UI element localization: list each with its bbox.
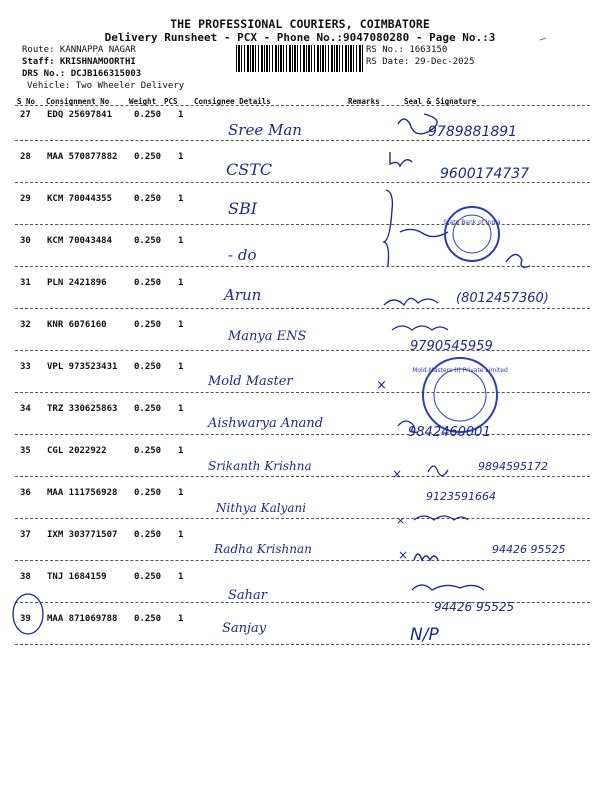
col-remarks: Remarks [348,97,380,106]
row-pcs: 1 [178,320,184,330]
hw-seal-37: 94426 95525 [492,543,566,556]
hw-consignee-39: Sanjay [222,621,267,636]
mold-masters-stamp [412,358,508,432]
row-sno: 27 [20,110,31,120]
signature-31 [384,298,438,305]
row-consignment-no: EDQ 25697841 [47,110,113,120]
row-weight: 0.250 [134,236,162,246]
row-pcs: 1 [178,446,184,456]
col-seal: Seal & Signature [404,97,477,106]
company-title: THE PROFESSIONAL COURIERS, COIMBATORE [170,17,430,31]
row-divider [15,518,590,519]
col-pcs: PCS [164,97,178,106]
hw-consignee-30: - do [228,246,257,264]
signature-28 [390,152,412,166]
signature-29-30 [400,229,448,236]
row-pcs: 1 [178,236,184,246]
row-sno: 31 [20,278,31,288]
row-divider [15,308,590,309]
row-pcs: 1 [178,404,184,414]
row-divider [15,644,590,645]
hw-consignee-28: CSTC [226,160,273,179]
sbi-stamp [443,207,501,261]
row-weight: 0.250 [134,278,162,288]
mold-stamp-text: Mold-Masters (I) Private Limited [412,367,508,374]
row-sno: 34 [20,404,31,414]
hw-consignee-32: Manya ENS [228,329,307,344]
row-pcs: 1 [178,614,184,624]
col-consignment: Consignment No [46,97,110,106]
cross-mark-36: × [396,514,406,527]
row-divider [15,476,590,477]
hw-seal-39: N/P [410,625,439,645]
cross-mark-35: × [392,467,403,481]
row-pcs: 1 [178,110,184,120]
hw-seal-36: 9123591664 [426,490,496,503]
col-sno: S No [17,97,36,106]
hw-seal-27: 9789881891 [428,124,518,140]
hw-consignee-27: Sree Man [228,121,302,139]
hw-consignee-34: Aishwarya Anand [208,416,324,431]
hw-consignee-33: Mold Master [208,374,293,389]
col-weight: Weight [129,97,157,106]
brace-mark [384,190,392,266]
row-weight: 0.250 [134,614,162,624]
route-label: Route: KANNAPPA NAGAR [22,45,136,55]
cross-mark-37: × [398,548,409,562]
hw-consignee-38: Sahar [228,588,267,603]
hw-seal-34: 9842460001 [408,425,491,440]
hw-seal-32: 9790545959 [410,339,493,354]
row-sno: 35 [20,446,31,456]
hw-consignee-35: Srikanth Krishna [208,459,312,473]
row-consignment-no: KCM 70044355 [47,194,113,204]
row-sno: 36 [20,488,31,498]
row-consignment-no: MAA 570877882 [47,152,118,162]
row-sno: 32 [20,320,31,330]
hw-seal-35: 9894595172 [478,460,548,473]
row-divider [15,350,590,351]
hw-seal-28: 9600174737 [440,166,530,182]
signature-32 [392,326,448,330]
row-consignment-no: TRZ 330625863 [47,404,118,414]
row-sno: 29 [20,194,31,204]
row-weight: 0.250 [134,404,162,414]
barcode-image [236,45,364,72]
row-consignment-no: MAA 111756928 [47,488,118,498]
row-sno: 28 [20,152,31,162]
row-pcs: 1 [178,572,184,582]
hw-consignee-37: Radha Krishnan [214,542,312,556]
row-sno: 38 [20,572,31,582]
rs-number: RS No.: 1663150 [366,45,448,55]
staff-label: Staff: KRISHNAMOORTHI [22,57,136,67]
row-weight: 0.250 [134,572,162,582]
row-sno: 37 [20,530,31,540]
row-divider [15,266,590,267]
row-consignment-no: IXM 303771507 [47,530,118,540]
row-pcs: 1 [178,362,184,372]
row-consignment-no: CGL 2022922 [47,446,107,456]
hw-consignee-29: SBI [228,199,258,218]
row-divider [15,392,590,393]
row-weight: 0.250 [134,110,162,120]
signature-34 [398,421,418,432]
row-divider [15,224,590,225]
row-divider [15,560,590,561]
row-divider [15,182,590,183]
row-divider [15,140,590,141]
row-pcs: 1 [178,194,184,204]
row-divider [15,434,590,435]
signature-27 [398,114,437,134]
rs-date: RS Date: 29-Dec-2025 [366,57,475,67]
row-weight: 0.250 [134,488,162,498]
header-rule [15,105,590,106]
row-sno: 30 [20,236,31,246]
row-pcs: 1 [178,152,184,162]
row-consignment-no: KCM 70043484 [47,236,113,246]
row-pcs: 1 [178,530,184,540]
hw-consignee-36: Nithya Kalyani [216,501,307,515]
row-pcs: 1 [178,488,184,498]
row-weight: 0.250 [134,446,162,456]
signature-38 [412,585,484,590]
hw-seal-31: (8012457360) [456,291,549,306]
drs-number: DRS No.: DCJB16631500​3 [22,69,142,79]
cross-mark-33: × [376,378,387,393]
row-divider [15,602,590,603]
row-weight: 0.250 [134,362,162,372]
signature-35 [428,466,448,476]
sbi-stamp-text: State Bank of India [443,219,501,226]
row-consignment-no: KNR 6076160 [47,320,107,330]
runsheet-subtitle: Delivery Runsheet - PCX - Phone No.:9047080280 - Page No.:3 [104,31,496,44]
row-consignment-no: TNJ 1684159 [47,572,107,582]
row-consignment-no: MAA 871069788 [47,614,118,624]
row-consignment-no: PLN 2421896 [47,278,107,288]
col-consignee: Consignee Details [194,97,271,106]
row-weight: 0.250 [134,320,162,330]
row-sno: 33 [20,362,31,372]
row-pcs: 1 [178,278,184,288]
row-weight: 0.250 [134,194,162,204]
row-sno: 39 [20,614,31,624]
vehicle-label: Vehicle: Two Wheeler Delivery [27,81,185,91]
hw-consignee-31: Arun [224,286,262,304]
row-weight: 0.250 [134,152,162,162]
row-consignment-no: VPL 973523431 [47,362,118,372]
hw-seal-38: 94426 95525 [434,600,515,614]
row-weight: 0.250 [134,530,162,540]
